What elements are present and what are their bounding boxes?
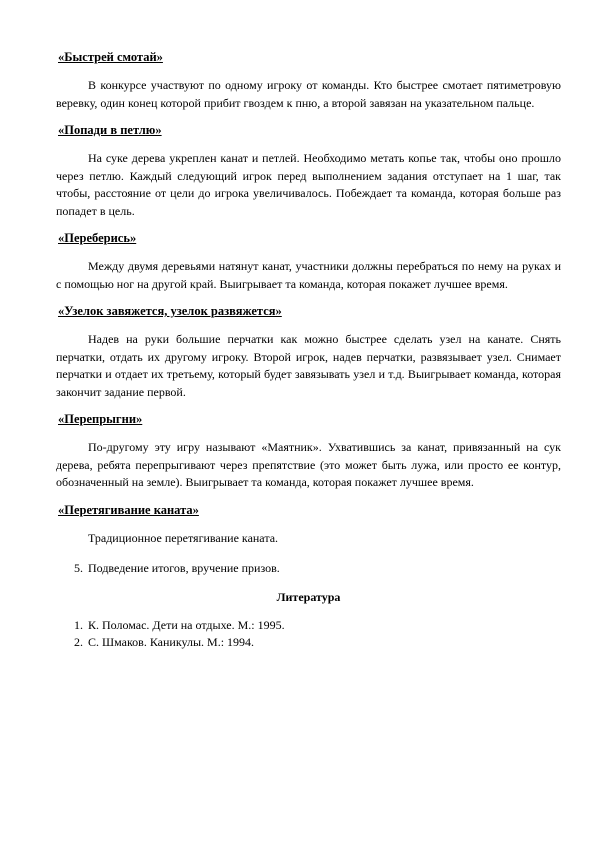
section-title: «Перепрыгни» <box>58 412 143 426</box>
section-text: По-другому эту игру называют «Маятник». Ухватившись за канат, привязанный на сук дерева, ребята перепрыгивают через препятствие (это может быть лужа, или просто ее контур, обозначенный на земле). Выигрывает та команда, которая покажет лучшее время. <box>56 440 561 489</box>
list-text: К. Поломас. Дети на отдыхе. М.: 1995. <box>88 617 285 632</box>
list-item <box>56 560 561 578</box>
list-text: Подведение итогов, вручение призов. <box>88 561 280 575</box>
section-text: На суке дерева укреплен канат и петлей. Необходимо метать копье так, чтобы оно прошло через петлю. Каждый следующий игрок перед выполнением задания отступает на 1 шаг, так чтобы, расстояние от цели до игрока увеличивалось. Побеждает та команда, которая больше раз попадет в цель. <box>56 151 561 218</box>
section-uzelok <box>56 304 561 401</box>
list-number: 1. <box>74 617 83 632</box>
section-peretyagivanie <box>56 503 561 548</box>
section-text: Надев на руки большие перчатки как можно быстрее сделать узел на канате. Снять перчатки, отдать их другому игроку. Второй игрок, надев перчатки, развязывает узел. Снимает перчатки и отдает их третьему, который будет завязывать узел и т.д. Выигрывает команда, которая закончит задание первой. <box>56 332 561 399</box>
closing-list <box>56 560 561 578</box>
section-popadi-v-petlyu <box>56 123 561 220</box>
literature-list <box>56 617 561 652</box>
section-pereprygni <box>56 412 561 492</box>
section-title: «Попади в петлю» <box>58 123 162 137</box>
literature-title: Литература <box>276 589 341 604</box>
list-item <box>56 634 561 652</box>
section-title: «Переберись» <box>58 231 137 245</box>
section-bystrey-smotay <box>56 50 561 112</box>
section-text: Между двумя деревьями натянут канат, участники должны перебраться по нему на руках и с помощью ног на другой край. Выигрывает та команда, которая покажет лучшее время. <box>56 259 561 291</box>
list-text: С. Шмаков. Каникулы. М.: 1994. <box>88 635 255 649</box>
list-number: 5. <box>74 561 83 575</box>
section-pereberis <box>56 231 561 293</box>
section-text: В конкурсе участвуют по одному игроку от команды. Кто быстрее смотает пятиметровую веревку, один конец которой прибит гвоздем к пню, а второй завязан на указательном пальце. <box>56 78 561 110</box>
section-text: Традиционное перетягивание каната. <box>88 530 279 545</box>
document-page <box>56 50 561 652</box>
section-title: «Перетягивание каната» <box>58 502 199 517</box>
list-item <box>56 617 561 635</box>
list-number: 2. <box>74 635 83 649</box>
section-title: «Быстрей смотай» <box>58 50 163 64</box>
section-title: «Узелок завяжется, узелок развяжется» <box>58 304 282 318</box>
